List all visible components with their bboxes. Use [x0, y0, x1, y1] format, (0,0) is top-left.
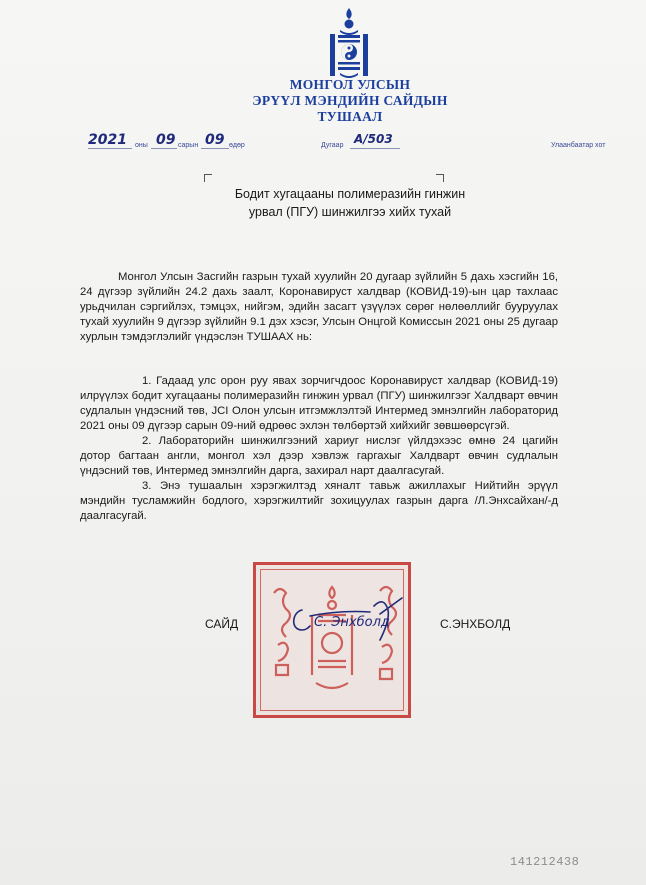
meta-year-label: оны	[135, 142, 148, 149]
order-items	[80, 374, 558, 524]
preamble-paragraph: Монгол Улсын Засгийн газрын тухай хуулийн 20 дугаар зүйлийн 5 дахь хэсгийн 16, 24 дүгээр зүйлийн 24.2 дахь заалт, Коронавируст халдвар (КОВИД-19)-ын цар тахлаас урьдчилан сэргийлэх, тэмцэх, нийгэм, эдийн засагт үзүүлэх сөрөг нөлөөллийг бууруулах тухай хуулийн 9 дүгээр зүйлийн 9.1 дэх хэсэг, Улсын Онцгой Комиссын 2021 оны 25 дугаар хурлын тэмдэглэлийг үндэслэн ТУШААХ нь:	[80, 271, 558, 343]
handwritten-signature	[286, 596, 410, 644]
header-ministry: ЭРҮҮЛ МЭНДИЙН САЙДЫН	[252, 93, 448, 108]
order-item-1: 1. Гадаад улс орон руу явах зорчигчдоос Коронавируст халдвар (КОВИД-19) илрүүлэх бодит хугацааны полимеразийн гинжин урвал (ПГУ) шинжилгээг Халдварт өвчин судлалын үндэсний төв, JCI Олон улсын итгэмжлэлтэй Интермед эмнэлгийн лабораторид 2021 оны 09 дүгээр сарын 09-ний өдрөөс эхлэн төлбөртэй хийхийг зөвшөөрсүгэй.	[80, 375, 558, 432]
meta-day: 09	[205, 132, 225, 148]
order-item-2: 2. Лабораторийн шинжилгээний хариуг нислэг үйлдэхээс өмнө 24 цагийн дотор багтаан англи, монгол хэл дээр хэвлэж гаргахыг Халдварт өвчин судлалын үндэсний төв, Интермед эмнэлгийн дарга, захирал нарт даалгасугай.	[80, 435, 558, 477]
signatory-name: С.ЭНХБОЛД	[440, 617, 511, 631]
meta-city: Улаанбаатар хот	[551, 142, 606, 149]
meta-day-label: өдөр	[229, 142, 245, 149]
serial-number: 141212438	[510, 855, 580, 869]
header-order-title: ТУШААЛ	[317, 109, 383, 124]
header-country: МОНГОЛ УЛСЫН	[289, 77, 411, 92]
meta-year: 2021	[88, 132, 127, 148]
meta-number: А/503	[354, 132, 393, 146]
subject-bracket-left	[204, 174, 212, 182]
order-item-3: 3. Энэ тушаалын хэрэгжилтэд хяналт тавьж ажиллахыг Нийтийн эрүүл мэндийн тусламжийн бодлого, хэрэгжилтийг зохицуулах газрын дарга /Л.Энхсайхан/-д даалгасугай.	[80, 480, 558, 522]
subject-bracket-right	[436, 174, 444, 182]
order-body	[80, 270, 558, 345]
signatory-title: САЙД	[205, 617, 239, 631]
meta-month: 09	[156, 132, 176, 148]
subject-line-1: Бодит хугацааны полимеразийн гинжин	[234, 187, 466, 201]
meta-number-label: Дугаар	[321, 142, 344, 149]
soyombo-emblem-icon	[328, 6, 370, 82]
meta-month-label: сарын	[178, 142, 199, 149]
signature-text: С. Энхболд	[314, 615, 390, 630]
subject-line-2: урвал (ПГУ) шинжилгээ хийх тухай	[248, 205, 452, 219]
